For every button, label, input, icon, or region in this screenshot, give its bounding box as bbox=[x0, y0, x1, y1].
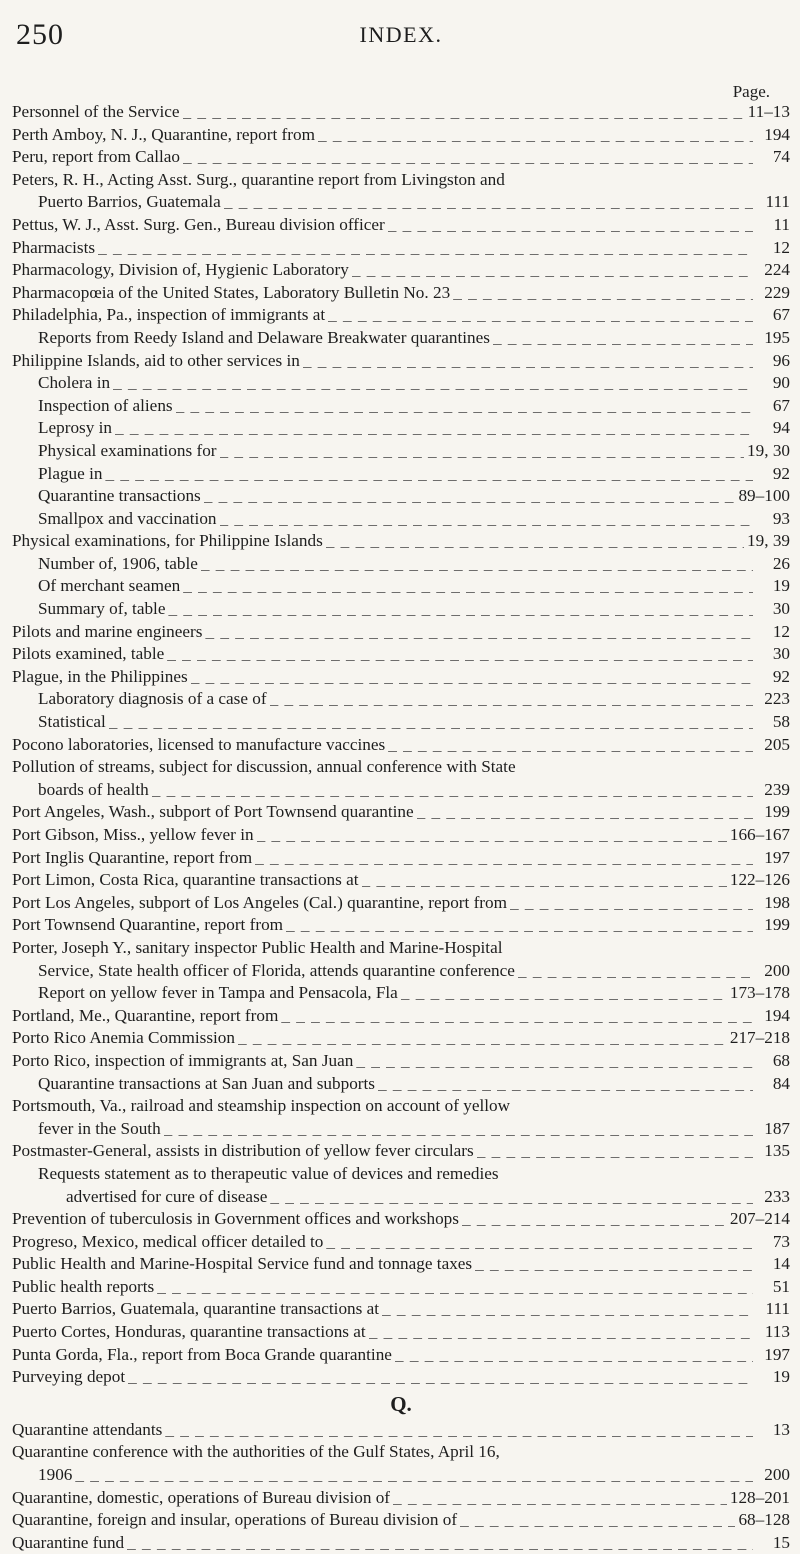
entry-text: Port Gibson, Miss., yellow fever in bbox=[12, 825, 254, 844]
entry-text: Progreso, Mexico, medical officer detailed to bbox=[12, 1231, 324, 1251]
index-entry bbox=[12, 779, 790, 802]
leader-dots bbox=[98, 237, 753, 260]
leader-dots bbox=[388, 214, 753, 237]
index-entry bbox=[12, 1005, 790, 1028]
index-entry bbox=[12, 711, 790, 734]
entry-text: Quarantine transactions bbox=[38, 486, 201, 506]
leader-dots bbox=[328, 304, 753, 327]
index-entry bbox=[12, 1073, 790, 1096]
entry-page: 200 bbox=[764, 960, 790, 980]
leader-dots bbox=[270, 688, 753, 711]
leader-dots bbox=[183, 101, 745, 124]
entry-page: 30 bbox=[772, 644, 790, 664]
index-entry bbox=[12, 801, 790, 824]
index-entry bbox=[12, 1208, 790, 1231]
index-list bbox=[12, 101, 790, 1554]
leader-dots bbox=[105, 463, 753, 486]
leader-dots bbox=[157, 1276, 753, 1299]
index-entry bbox=[12, 982, 790, 1005]
entry-text: Plague in bbox=[38, 463, 103, 483]
leader-dots bbox=[477, 1140, 753, 1163]
entry-text: fever in the South bbox=[38, 1118, 161, 1138]
leader-dots bbox=[176, 395, 753, 418]
entry-page: 223 bbox=[764, 689, 790, 709]
leader-dots bbox=[326, 1231, 753, 1254]
entry-text: Quarantine, domestic, operations of Bureau division of bbox=[12, 1487, 391, 1507]
entry-page: 194 bbox=[764, 124, 790, 144]
leader-dots bbox=[475, 1253, 753, 1276]
entry-page: 68 bbox=[772, 1050, 790, 1070]
leader-dots bbox=[204, 485, 736, 508]
entry-page: 93 bbox=[772, 508, 790, 528]
entry-page: 84 bbox=[772, 1073, 790, 1093]
leader-dots bbox=[401, 982, 727, 1005]
leader-dots bbox=[167, 643, 753, 666]
entry-page: 239 bbox=[764, 779, 790, 799]
entry-text: Peters, R. H., Acting Asst. Surg., quarantine report from Livingston and bbox=[12, 169, 505, 189]
entry-text: Inspection of aliens bbox=[38, 395, 173, 415]
entry-text: Quarantine transactions at San Juan and subports bbox=[38, 1073, 375, 1093]
entry-page: 19, 30 bbox=[747, 440, 790, 460]
entry-text: Public health reports bbox=[12, 1276, 155, 1296]
entry-text: Plague, in the Philippines bbox=[12, 666, 188, 686]
entry-text: Quarantine, foreign and insular, operations of Bureau division of bbox=[12, 1510, 458, 1530]
index-entry bbox=[12, 914, 790, 937]
entry-page: 199 bbox=[764, 915, 790, 935]
index-entry bbox=[12, 621, 790, 644]
entry-text: Physical examinations, for Philippine Islands bbox=[12, 531, 323, 551]
entry-text: Reports from Reedy Island and Delaware Breakwater quarantines bbox=[38, 327, 490, 347]
entry-page: 92 bbox=[772, 463, 790, 483]
entry-text: Purveying depot bbox=[12, 1367, 126, 1387]
index-entry bbox=[12, 124, 790, 147]
entry-page: 26 bbox=[772, 553, 790, 573]
entry-text: advertised for cure of disease bbox=[66, 1186, 268, 1206]
entry-text: Physical examinations for bbox=[38, 440, 217, 460]
index-entry bbox=[12, 395, 790, 418]
entry-text: Porto Rico, inspection of immigrants at, San Juan bbox=[12, 1050, 354, 1070]
index-entry bbox=[12, 463, 790, 486]
leader-dots bbox=[281, 1005, 753, 1028]
entry-page: 68–128 bbox=[738, 1510, 790, 1530]
entry-page: 19 bbox=[772, 1367, 790, 1387]
entry-text: Pharmacology, Division of, Hygienic Laboratory bbox=[12, 260, 349, 280]
entry-page: 19, 39 bbox=[747, 531, 790, 551]
leader-dots bbox=[382, 1298, 753, 1321]
entry-page: 14 bbox=[772, 1254, 790, 1274]
index-entry bbox=[12, 214, 790, 237]
index-entry bbox=[12, 666, 790, 689]
index-entry bbox=[12, 1419, 790, 1442]
index-entry bbox=[12, 1118, 790, 1141]
index-entry bbox=[12, 734, 790, 757]
entry-text: Leprosy in bbox=[38, 418, 112, 438]
entry-text: Puerto Barrios, Guatemala bbox=[38, 192, 221, 212]
leader-dots bbox=[388, 734, 753, 757]
entry-text: Pharmacists bbox=[12, 237, 96, 257]
leader-dots bbox=[183, 575, 753, 598]
entry-page: 224 bbox=[764, 260, 790, 280]
entry-text: Number of, 1906, table bbox=[38, 553, 198, 573]
index-entry bbox=[12, 598, 790, 621]
leader-dots bbox=[356, 1050, 753, 1073]
entry-page: 67 bbox=[772, 305, 790, 325]
leader-dots bbox=[183, 146, 753, 169]
running-title: INDEX. bbox=[359, 22, 443, 47]
entry-text: Quarantine attendants bbox=[12, 1419, 163, 1439]
index-entry bbox=[12, 1441, 790, 1464]
leader-dots bbox=[224, 191, 753, 214]
index-entry bbox=[12, 304, 790, 327]
leader-dots bbox=[453, 282, 753, 305]
leader-dots bbox=[255, 847, 753, 870]
index-entry bbox=[12, 1298, 790, 1321]
index-entry bbox=[12, 101, 790, 124]
index-entry bbox=[12, 824, 790, 847]
leader-dots bbox=[127, 1532, 753, 1554]
index-entry bbox=[12, 1050, 790, 1073]
entry-page: 217–218 bbox=[729, 1028, 790, 1048]
leader-dots bbox=[510, 892, 753, 915]
leader-dots bbox=[191, 666, 753, 689]
entry-page: 58 bbox=[772, 712, 790, 732]
entry-page: 197 bbox=[764, 1344, 790, 1364]
page-header bbox=[16, 18, 786, 58]
index-entry bbox=[12, 1163, 790, 1186]
entry-text: Pilots examined, table bbox=[12, 644, 165, 664]
leader-dots bbox=[75, 1464, 753, 1487]
leader-dots bbox=[462, 1208, 727, 1231]
leader-dots bbox=[201, 553, 753, 576]
entry-text: Philadelphia, Pa., inspection of immigrants at bbox=[12, 305, 326, 325]
entry-text: Cholera in bbox=[38, 373, 111, 393]
leader-dots bbox=[270, 1186, 753, 1209]
entry-page: 15 bbox=[772, 1532, 790, 1552]
entry-page: 19 bbox=[772, 576, 790, 596]
entry-text: boards of health bbox=[38, 779, 149, 799]
leader-dots bbox=[165, 1419, 753, 1442]
leader-dots bbox=[352, 259, 753, 282]
entry-page: 74 bbox=[772, 147, 790, 167]
index-entry bbox=[12, 1140, 790, 1163]
leader-dots bbox=[326, 530, 744, 553]
entry-text: Puerto Barrios, Guatemala, quarantine transactions at bbox=[12, 1299, 380, 1319]
entry-page: 111 bbox=[765, 192, 790, 212]
entry-page: 195 bbox=[764, 327, 790, 347]
entry-text: Laboratory diagnosis of a case of bbox=[38, 689, 267, 709]
index-entry bbox=[12, 146, 790, 169]
entry-text: Of merchant seamen bbox=[38, 576, 181, 596]
entry-page: 13 bbox=[772, 1419, 790, 1439]
entry-page: 197 bbox=[764, 847, 790, 867]
leader-dots bbox=[518, 960, 753, 983]
leader-dots bbox=[164, 1118, 753, 1141]
entry-text: Portland, Me., Quarantine, report from bbox=[12, 1005, 279, 1025]
entry-page: 173–178 bbox=[729, 983, 790, 1003]
index-entry bbox=[12, 892, 790, 915]
leader-dots bbox=[460, 1509, 735, 1532]
leader-dots bbox=[286, 914, 753, 937]
leader-dots bbox=[115, 417, 753, 440]
leader-dots bbox=[220, 440, 745, 463]
index-entry bbox=[12, 1487, 790, 1510]
entry-page: 207–214 bbox=[729, 1209, 790, 1229]
index-entry bbox=[12, 417, 790, 440]
index-entry bbox=[12, 869, 790, 892]
leader-dots bbox=[417, 801, 753, 824]
leader-dots bbox=[205, 621, 753, 644]
entry-page: 90 bbox=[772, 373, 790, 393]
entry-text: Report on yellow fever in Tampa and Pensacola, Fla bbox=[38, 983, 398, 1003]
index-entry bbox=[12, 1366, 790, 1389]
leader-dots bbox=[220, 508, 753, 531]
entry-page: 233 bbox=[764, 1186, 790, 1206]
index-entry bbox=[12, 1231, 790, 1254]
entry-page: 113 bbox=[764, 1322, 790, 1342]
leader-dots bbox=[362, 869, 727, 892]
entry-text: Pocono laboratories, licensed to manufacture vaccines bbox=[12, 734, 386, 754]
entry-page: 11–13 bbox=[747, 102, 790, 121]
index-entry bbox=[12, 327, 790, 350]
index-entry bbox=[12, 1344, 790, 1367]
index-entry bbox=[12, 372, 790, 395]
index-entry bbox=[12, 530, 790, 553]
index-entry bbox=[12, 350, 790, 373]
entry-page: 135 bbox=[764, 1141, 790, 1161]
entry-page: 67 bbox=[772, 395, 790, 415]
entry-page: 166–167 bbox=[729, 825, 790, 844]
index-entry bbox=[12, 1186, 790, 1209]
entry-text: Philippine Islands, aid to other services in bbox=[12, 350, 300, 370]
index-entry bbox=[12, 553, 790, 576]
index-entry bbox=[12, 485, 790, 508]
leader-dots bbox=[493, 327, 753, 350]
entry-text: 1906 bbox=[38, 1465, 73, 1485]
leader-dots bbox=[303, 350, 753, 373]
entry-text: Public Health and Marine-Hospital Service fund and tonnage taxes bbox=[12, 1254, 473, 1274]
entry-text: Puerto Cortes, Honduras, quarantine transactions at bbox=[12, 1322, 366, 1342]
entry-text: Portsmouth, Va., railroad and steamship inspection on account of yellow bbox=[12, 1096, 511, 1116]
entry-text: Porto Rico Anemia Commission bbox=[12, 1028, 235, 1048]
entry-page: 122–126 bbox=[729, 870, 790, 890]
leader-dots bbox=[318, 124, 753, 147]
entry-page: 94 bbox=[772, 418, 790, 438]
entry-text: Service, State health officer of Florida, attends quarantine conference bbox=[38, 960, 515, 980]
entry-text: Pilots and marine engineers bbox=[12, 621, 203, 641]
index-entry bbox=[12, 169, 790, 192]
index-entry bbox=[12, 1276, 790, 1299]
entry-text: Pharmacopœia of the United States, Laboratory Bulletin No. 23 bbox=[12, 282, 451, 302]
entry-text: Quarantine conference with the authorities of the Gulf States, April 16, bbox=[12, 1442, 500, 1462]
index-entry bbox=[12, 960, 790, 983]
entry-text: Port Limon, Costa Rica, quarantine transactions at bbox=[12, 870, 359, 890]
index-entry bbox=[12, 237, 790, 260]
entry-text: Punta Gorda, Fla., report from Boca Grande quarantine bbox=[12, 1344, 392, 1364]
entry-text: Summary of, table bbox=[38, 599, 166, 619]
entry-page: 198 bbox=[764, 892, 790, 912]
entry-text: Smallpox and vaccination bbox=[38, 508, 217, 528]
page-column-label: Page. bbox=[732, 82, 770, 101]
entry-page: 199 bbox=[764, 802, 790, 822]
index-entry bbox=[12, 937, 790, 960]
entry-text: Pollution of streams, subject for discussion, annual conference with State bbox=[12, 757, 516, 777]
entry-page: 111 bbox=[765, 1299, 790, 1319]
leader-dots bbox=[152, 779, 753, 802]
entry-text: Port Townsend Quarantine, report from bbox=[12, 915, 284, 935]
entry-page: 205 bbox=[764, 734, 790, 754]
index-entry bbox=[12, 1532, 790, 1554]
entry-page: 12 bbox=[772, 237, 790, 257]
leader-dots bbox=[238, 1027, 727, 1050]
entry-text: Peru, report from Callao bbox=[12, 147, 181, 167]
section-letter: Q. bbox=[390, 1391, 412, 1416]
leader-dots bbox=[369, 1321, 753, 1344]
index-entry bbox=[12, 259, 790, 282]
index-entry bbox=[12, 508, 790, 531]
entry-page: 92 bbox=[772, 666, 790, 686]
index-entry bbox=[12, 575, 790, 598]
index-entry bbox=[12, 756, 790, 779]
index-entry bbox=[12, 688, 790, 711]
index-entry bbox=[12, 847, 790, 870]
entry-page: 229 bbox=[764, 282, 790, 302]
entry-text: Pettus, W. J., Asst. Surg. Gen., Bureau division officer bbox=[12, 214, 385, 234]
page-number: 250 bbox=[16, 18, 64, 51]
leader-dots bbox=[257, 824, 727, 847]
entry-text: Postmaster-General, assists in distribution of yellow fever circulars bbox=[12, 1141, 474, 1161]
index-entry bbox=[12, 1464, 790, 1487]
index-entry bbox=[12, 643, 790, 666]
index-entry bbox=[12, 282, 790, 305]
entry-page: 30 bbox=[772, 599, 790, 619]
index-entry bbox=[12, 1253, 790, 1276]
entry-page: 128–201 bbox=[729, 1487, 790, 1507]
entry-text: Requests statement as to therapeutic value of devices and remedies bbox=[38, 1163, 499, 1183]
entry-page: 11 bbox=[773, 214, 790, 234]
index-entry bbox=[12, 1321, 790, 1344]
entry-text: Prevention of tuberculosis in Government offices and workshops bbox=[12, 1209, 459, 1229]
leader-dots bbox=[128, 1366, 753, 1389]
leader-dots bbox=[113, 372, 753, 395]
entry-page: 89–100 bbox=[738, 486, 790, 506]
entry-text: Port Angeles, Wash., subport of Port Townsend quarantine bbox=[12, 802, 414, 822]
entry-page: 12 bbox=[772, 621, 790, 641]
index-entry bbox=[12, 1027, 790, 1050]
entry-text: Quarantine fund bbox=[12, 1532, 125, 1552]
leader-dots bbox=[395, 1344, 753, 1367]
leader-dots bbox=[393, 1487, 727, 1510]
index-entry bbox=[12, 191, 790, 214]
entry-text: Porter, Joseph Y., sanitary inspector Public Health and Marine-Hospital bbox=[12, 937, 503, 957]
entry-page: 200 bbox=[764, 1465, 790, 1485]
entry-page: 73 bbox=[772, 1231, 790, 1251]
index-entry bbox=[12, 1095, 790, 1118]
entry-page: 51 bbox=[772, 1276, 790, 1296]
entry-page: 187 bbox=[764, 1118, 790, 1138]
leader-dots bbox=[378, 1073, 753, 1096]
entry-text: Port Los Angeles, subport of Los Angeles (Cal.) quarantine, report from bbox=[12, 892, 507, 912]
index-entry bbox=[12, 440, 790, 463]
entry-text: Personnel of the Service bbox=[12, 102, 180, 121]
entry-page: 96 bbox=[772, 350, 790, 370]
entry-text: Statistical bbox=[38, 712, 106, 732]
entry-text: Port Inglis Quarantine, report from bbox=[12, 847, 253, 867]
leader-dots bbox=[109, 711, 753, 734]
entry-text: Perth Amboy, N. J., Quarantine, report from bbox=[12, 124, 315, 144]
leader-dots bbox=[168, 598, 753, 621]
index-entry bbox=[12, 1509, 790, 1532]
entry-page: 194 bbox=[764, 1005, 790, 1025]
